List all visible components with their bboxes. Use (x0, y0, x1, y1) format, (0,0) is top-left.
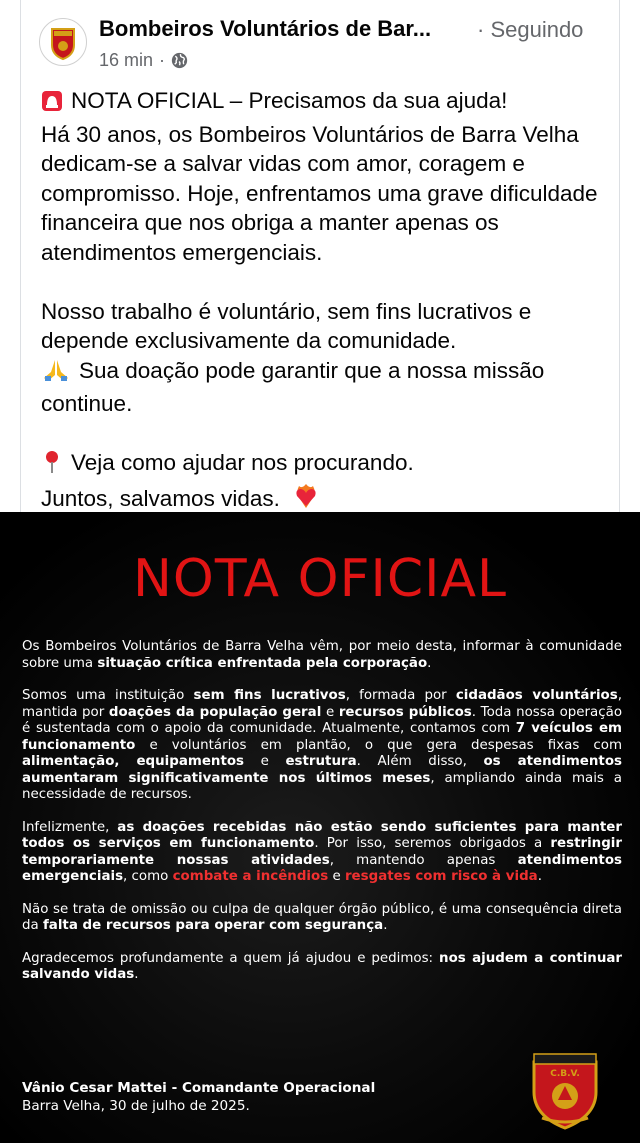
notice-title: NOTA OFICIAL (132, 549, 508, 609)
bold-text: alimentação, equipamentos (22, 754, 245, 769)
bold-text: cidadãos voluntários (455, 688, 618, 703)
post-text (41, 86, 611, 547)
globe-icon[interactable] (171, 52, 188, 69)
text: . (427, 655, 432, 671)
meta-separator: · (159, 50, 166, 70)
bold-text: sem fins lucrativos (193, 688, 346, 703)
text: , mantida por (22, 688, 622, 720)
post-card (20, 0, 620, 512)
praying-hands-emoji-icon (41, 358, 71, 390)
text: , formada por (345, 688, 456, 703)
text: e (321, 704, 339, 720)
signature-place-date: Barra Velha, 30 de julho de 2025. (22, 1098, 250, 1114)
bold-text: atendimentos emergenciais (22, 852, 623, 884)
notice-paragraph-2 (22, 688, 622, 804)
text: Os Bombeiros Voluntários de Barra Velha vêm, por meio desta, informar à comunidade sobre uma (22, 639, 622, 671)
post-line: NOTA OFICIAL – Precisamos da sua ajuda! (71, 88, 508, 113)
post-line: Sua doação pode garantir que a nossa missão continue. (41, 357, 545, 416)
text: Infelizmente, (22, 819, 118, 835)
bold-text: os atendimentos aumentaram significativamente nos últimos meses (22, 754, 622, 786)
text: . (134, 967, 139, 982)
red-highlight-text: resgates com risco à vida (344, 869, 538, 884)
notice-paragraph-1 (22, 639, 622, 672)
text: Somos uma instituição (22, 688, 194, 703)
notice-paragraph-4 (22, 902, 622, 935)
post-line: Há 30 anos, os Bombeiros Voluntários de Barra Velha dedicam-se a salvar vidas com amor, coragem e compromisso. Hoje, enfrentamos uma grave dificuldade financeira que nos obriga a manter apenas os atendimentos emergenciais. (41, 121, 598, 265)
text: . Por isso, seremos obrigados a (314, 836, 551, 851)
bold-text: doações da população geral (108, 704, 322, 720)
red-highlight-text: combate a incêndios (172, 869, 329, 884)
cbv-crest-icon (528, 1048, 602, 1130)
text: . Além disso, (356, 754, 484, 769)
text: e voluntários em plantão, o que gera despesas fixas com (135, 737, 622, 753)
text: Não se trata de omissão ou culpa de qualquer órgão público, é uma consequência direta da (22, 901, 622, 933)
post-paragraph (41, 86, 611, 267)
post-paragraph (41, 297, 611, 419)
siren-emoji-icon (41, 90, 63, 120)
bold-text: 7 veículos em funcionamento (22, 721, 622, 753)
notice-body (22, 639, 622, 1000)
signature (22, 1079, 375, 1115)
page-name[interactable]: Bombeiros Voluntários de Bar... (99, 16, 432, 41)
notice-paragraph-5 (22, 951, 622, 984)
post-meta (99, 50, 188, 71)
bold-text: situação crítica enfrentada pela corporação (97, 655, 428, 671)
follow-status[interactable]: · Seguindo (477, 17, 584, 42)
text: . (383, 918, 388, 933)
post-paragraph (41, 448, 611, 517)
text: . Toda nossa operação é sustentada com o apoio da comunidade. Atualmente, contamos com (22, 704, 623, 736)
text: Agradecemos profundamente a quem já ajudou e pedimos: (22, 950, 440, 966)
notice-paragraph-3 (22, 820, 622, 886)
text: , ampliando ainda mais a necessidade de recursos. (22, 770, 622, 802)
bold-text: nos ajudem a continuar salvando vidas (22, 950, 622, 982)
official-notice-image (0, 512, 640, 1143)
text: . (537, 869, 542, 884)
post-line: Nosso trabalho é voluntário, sem fins lucrativos e depende exclusivamente da comunidade. (41, 298, 532, 353)
bold-text: as doações recebidas não estão sendo suficientes para manter todos os serviços em funcionamento (22, 819, 622, 851)
post-line: Juntos, salvamos vidas. (41, 485, 280, 511)
text: e (328, 869, 345, 884)
post-line: Veja como ajudar nos procurando. (71, 450, 414, 475)
bold-text: falta de recursos para operar com segurança (42, 918, 384, 933)
post-time[interactable]: 16 min (99, 50, 154, 70)
cbv-logo-icon (40, 19, 86, 65)
page-avatar[interactable] (39, 18, 87, 66)
bold-text: recursos públicos (338, 704, 472, 720)
text: , como (123, 869, 173, 884)
signature-name: Vânio Cesar Mattei - Comandante Operacional (22, 1080, 376, 1096)
round-pushpin-emoji-icon (41, 450, 63, 482)
bold-text: restringir temporariamente nossas atividades (22, 836, 622, 868)
text: , mantendo apenas (329, 852, 518, 868)
text: e (244, 754, 286, 769)
bold-text: estrutura (285, 754, 357, 769)
crest-text: C.B.V. (550, 1069, 580, 1079)
facebook-post (0, 0, 640, 512)
